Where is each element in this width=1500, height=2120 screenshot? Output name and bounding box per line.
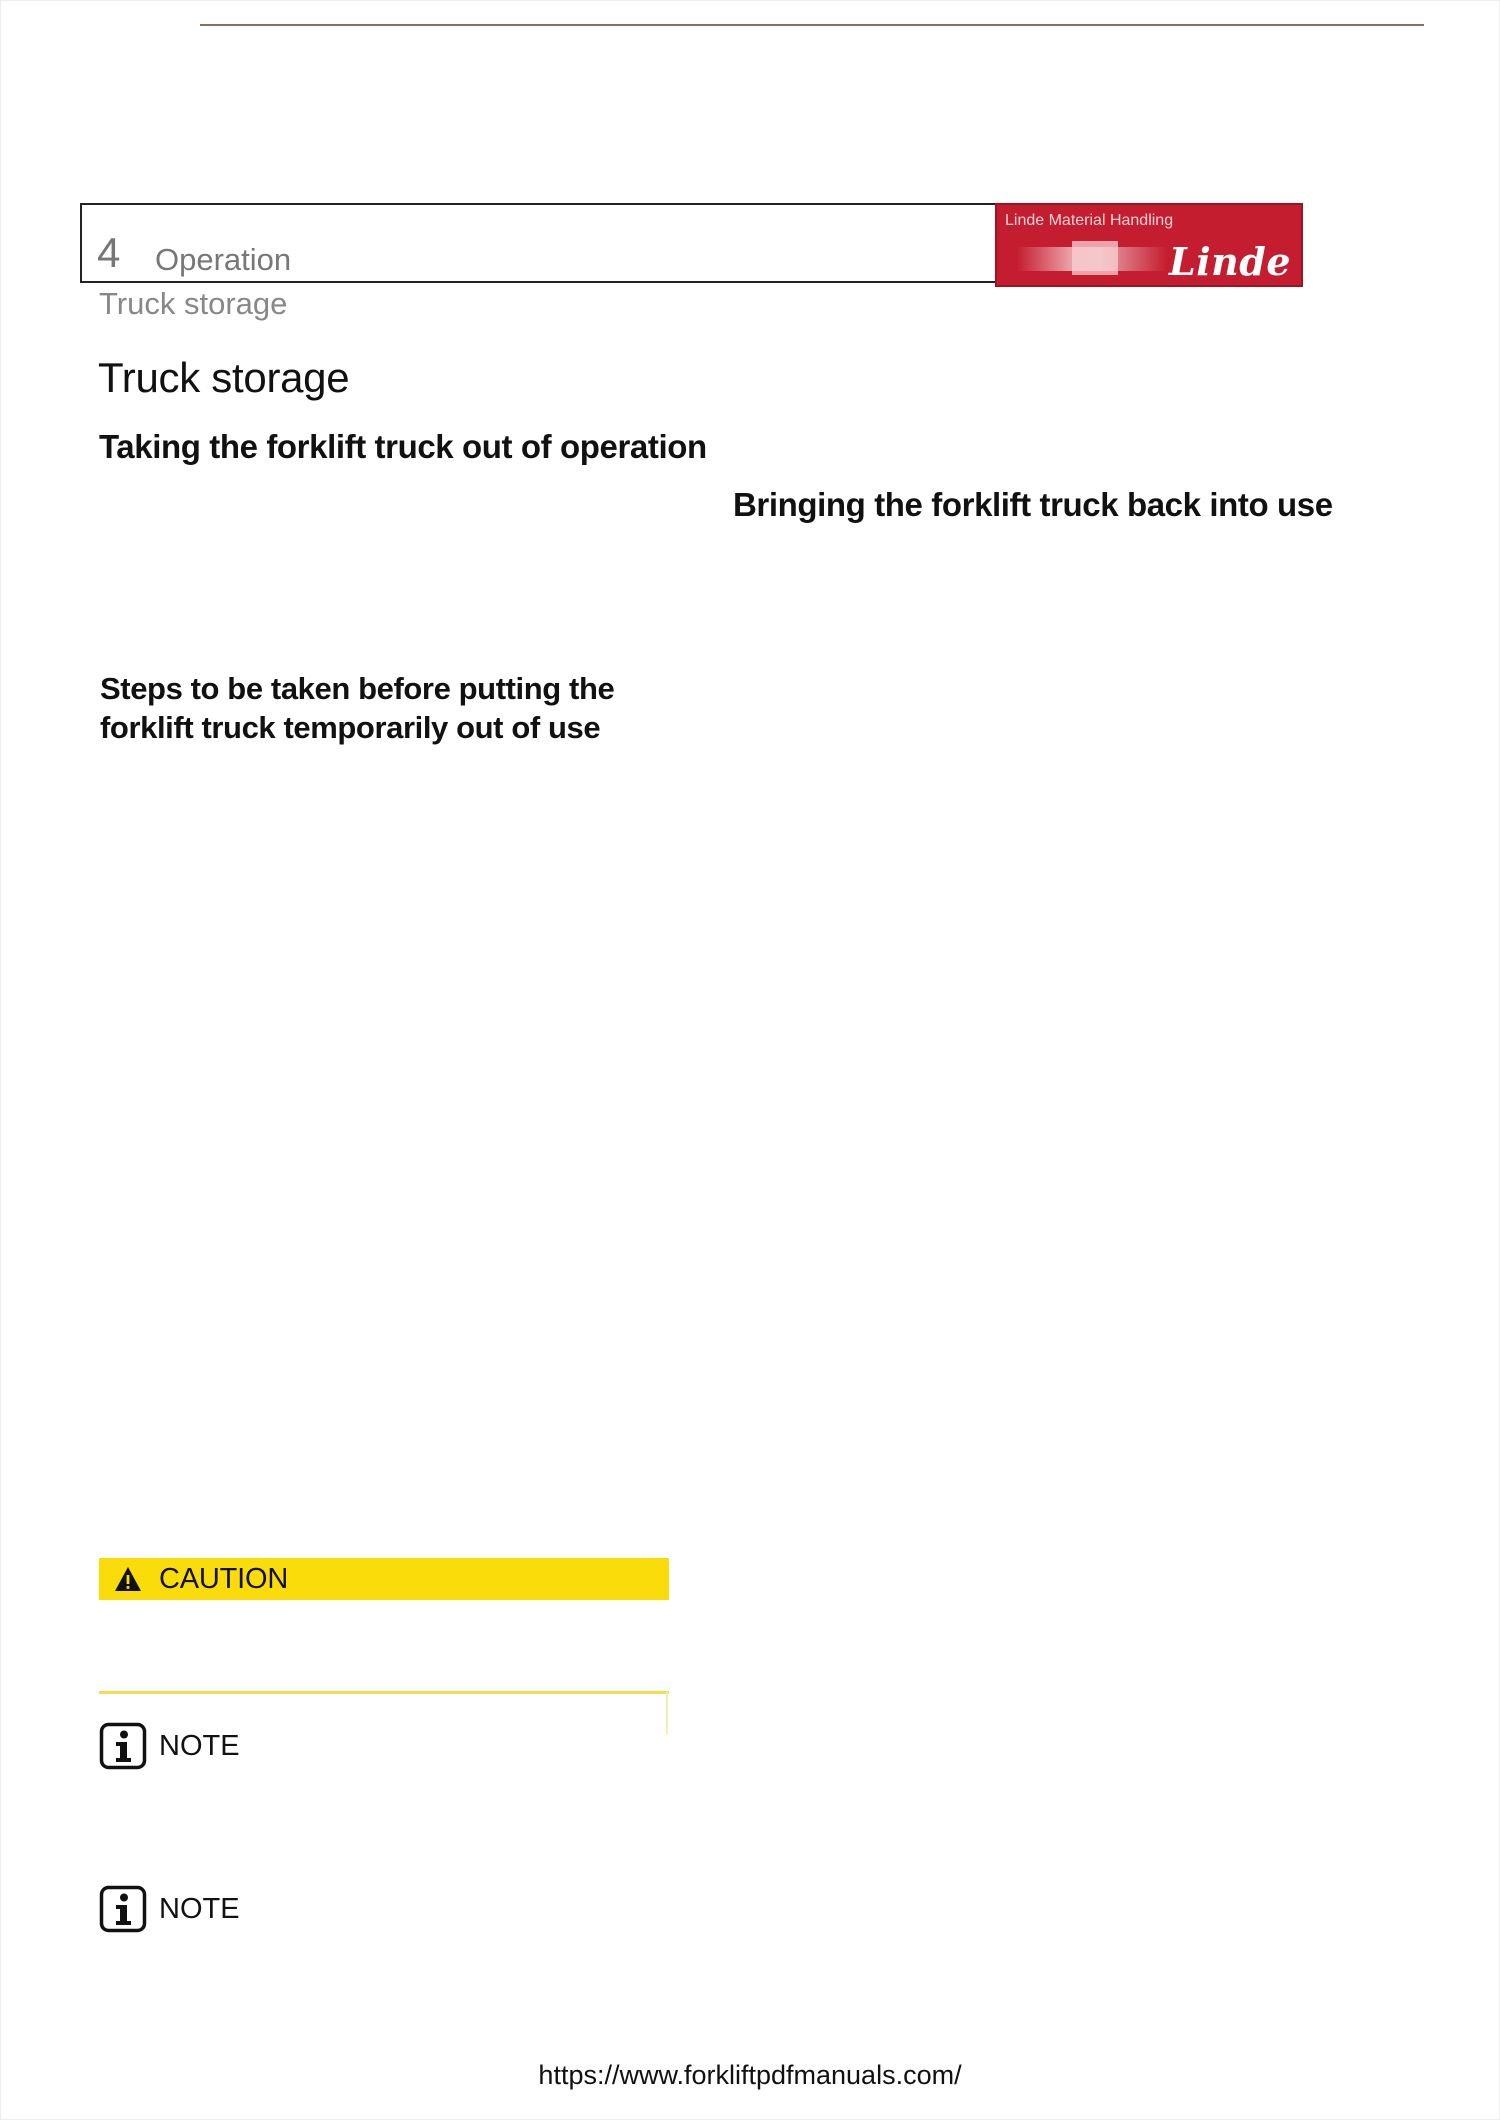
warning-triangle-icon (113, 1564, 143, 1594)
info-icon (99, 1885, 147, 1933)
subheading-steps-before: Steps to be taken before putting the forklift truck temporarily out of use (100, 671, 615, 745)
section-heading-taking-out: Taking the forklift truck out of operation (99, 428, 707, 465)
info-icon (99, 1722, 147, 1770)
linde-brand-panel (995, 203, 1303, 287)
chapter-title: Operation (155, 242, 292, 277)
caution-banner (99, 1558, 669, 1600)
caution-label: CAUTION (159, 1562, 289, 1595)
note-block (99, 1885, 240, 1933)
brand-tagline: Linde Material Handling (1005, 212, 1174, 229)
brand-decoration-block (1072, 241, 1118, 275)
linde-logo: Linde (1168, 239, 1291, 284)
note-label: NOTE (159, 1729, 240, 1762)
section-heading-back-into-use: Bringing the forklift truck back into use (733, 486, 1333, 523)
breadcrumb: Truck storage (99, 286, 288, 321)
note-label: NOTE (159, 1892, 240, 1925)
page-title: Truck storage (98, 354, 350, 401)
chapter-number: 4 (97, 229, 121, 276)
note-block (99, 1722, 240, 1770)
caution-side-rule (666, 1692, 668, 1734)
caution-bottom-rule (99, 1691, 669, 1694)
top-divider (200, 24, 1424, 26)
footer-url-link[interactable]: https://www.forkliftpdfmanuals.com/ (538, 2060, 962, 2090)
